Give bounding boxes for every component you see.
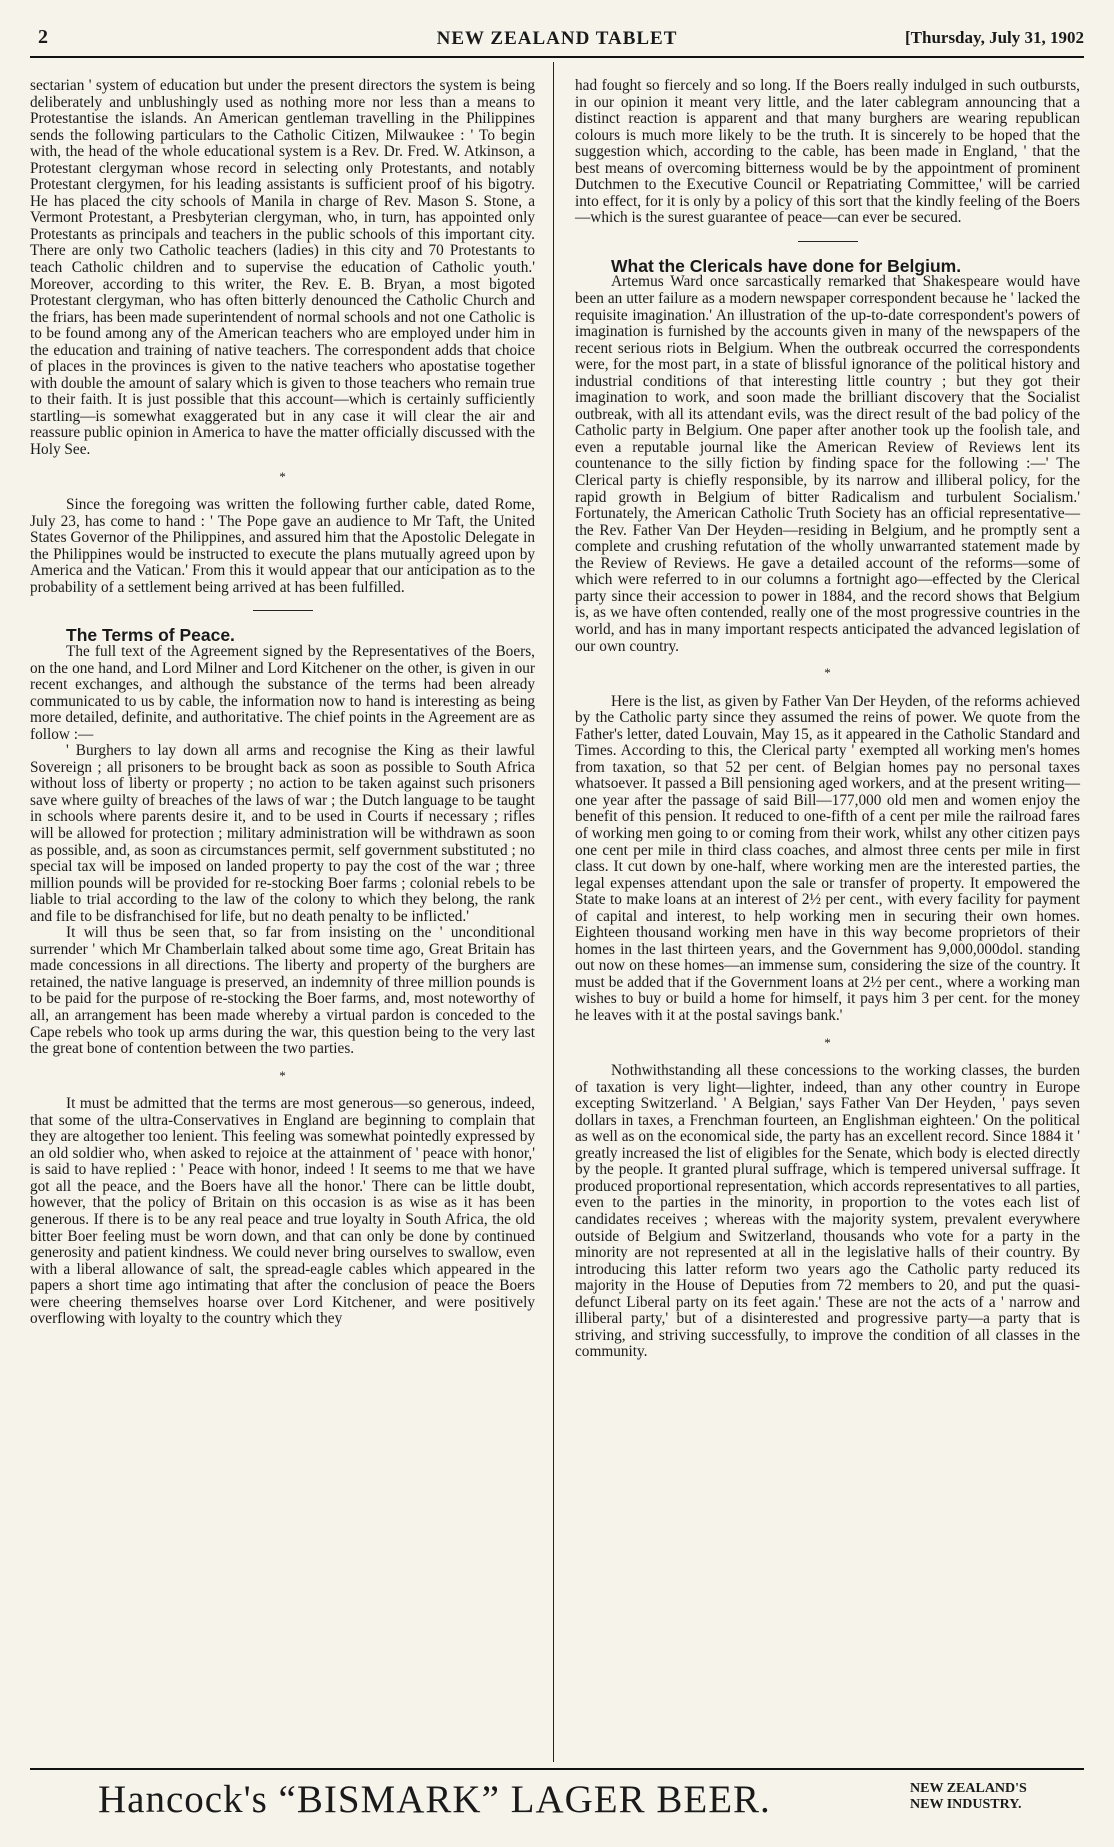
right-column	[575, 78, 1080, 1361]
article-heading: The Terms of Peace.	[66, 625, 235, 646]
article-paragraph: Since the foregoing was written the following further cable, dated Rome, July 23, has come to hand : ' The Pope gave an audience to Mr Taft, the United States Governor of the Philippines, and assured him that the Apostolic Delegate in the Philippines would be instructed to execute the plans mutually agreed upon by America and the Vatican.' From this it would appear that our anticipation as to the probability of a settlement being arrived at has been fulfilled.	[30, 496, 535, 596]
dateline: [Thursday, July 31, 1902	[904, 28, 1084, 47]
section-star: *	[824, 665, 831, 681]
article-paragraph: The full text of the Agreement signed by the Representatives of the Boers, on the one hand, and Lord Milner and Lord Kitchener on the other, is given in our recent exchanges, and although the substance of the terms had been already communicated to us by cable, the information now to hand is interesting as being more detailed, definite, and authoritative. The chief points in the Agreement are as follow :—	[30, 642, 535, 743]
section-star: *	[279, 468, 286, 484]
article-paragraph: Artemus Ward once sarcastically remarked that Shakespeare would have been an utter failure as a modern newspaper correspondent because he ' lacked the requisite imagination.' An illustration of the up-to-date correspondent's powers of imagination is furnished by the accounts given in many of the newspapers of the recent serious riots in Belgium. When the outbreak occurred the correspondents were, for the most part, in a state of blissful ignorance of the political history and industrial conditions of that interesting little country ; but they got their imagination to work, and soon made the brilliant discovery that the Socialist outbreak, with all its attendant evils, was the direct result of the bad policy of the Catholic party in Belgium. One paper after another took up the foolish tale, and even a reputable journal like the American Review of Reviews lent its countenance to the silly fiction by finding space for the following :—' The Clerical party is chiefly responsible, by its narrow and illiberal policy, for the rapid growth in Belgium of bitter Radicalism and turbulent Socialism.' Fortunately, the American Catholic Truth Society has an official representative—the Rev. Father Van Der Heyden—residing in Belgium, and he promptly sent a complete and crushing refutation of the wholly unwarranted statement made by the Review of Reviews. He gave a detailed account of the reforms—some of which were referred to in our columns a fortnight ago—effected by the Clerical party since their accession to power in 1884, and the record shows that Belgium is, as we have often contended, really one of the most progressive countries in the world, and has in many important respects anticipated the advanced legislation of our own country.	[575, 273, 1080, 655]
section-rule	[798, 241, 858, 242]
page-header	[30, 26, 1084, 58]
section-rule	[253, 610, 313, 611]
masthead: NEW ZEALAND TABLET	[436, 28, 678, 49]
left-column	[30, 78, 535, 1328]
page-number: 2	[38, 26, 48, 48]
advertisement-text: Hancock's “BISMARK” LAGER BEER.	[98, 1778, 771, 1821]
article-heading: What the Clericals have done for Belgium.	[611, 255, 962, 276]
article-paragraph: It will thus be seen that, so far from insisting on the ' unconditional surrender ' which Mr Chamberlain talked about some time ago, Great Britain has made concessions in all directions. The liberty and property of the burghers are retained, the native language is preserved, an indemnity of three million pounds is to be paid for the purpose of re-stocking the Boer farms, and, most noteworthy of all, an arrangement has been made whereby a virtual pardon is conceded to the Cape rebels who took up arms during the war, this question being to the very last the great bone of contention between the two parties.	[30, 924, 535, 1058]
column-divider	[553, 62, 554, 1762]
article-paragraph: Nothwithstanding all these concessions to the working classes, the burden of taxation is very light—lighter, indeed, than any other country in Europe excepting Switzerland. ' A Belgian,' says Father Van Der Heyden, ' pays seven dollars in taxes, a Frenchman fourteen, an Englishman eighteen.' On the political as well as on the economical side, the party has an excellent record. Since 1884 it ' greatly increased the list of eligibles for the Senate, which body is elected directly by the people. It granted plural suffrage, which is tempered universal suffrage. It produced proportional representation, which accords representatives to all parties, even to the parties in the minority, in proportion to the votes each list of candidates receives ; whereas with the majority system, prevalent everywhere outside of Belgium and Switzerland, thousands who vote for a party in the minority are not represented at all in the legislative halls of their country. By introducing this latter reform two years ago the Catholic party reduced its majority in the House of Deputies from 72 members to 20, and put the quasi-defunct Liberal party on its feet again.' These are not the acts of a ' narrow and illiberal party,' but of a disinterested and progressive party—a party that is striving, and striving successfully, to improve the condition of all classes in the community.	[575, 1062, 1080, 1361]
article-paragraph: Here is the list, as given by Father Van Der Heyden, of the reforms achieved by the Catholic party since they assumed the reins of power. We quote from the Father's letter, dated Louvain, May 15, as it appeared in the Catholic Standard and Times. According to this, the Clerical party ' exempted all working men's homes from taxation, so that 52 per cent. of Belgian homes pay no personal taxes whatsoever. It passed a Bill pensioning aged workers, and at the present writing—one year after the passage of said Bill—177,000 old men and women enjoy the benefit of this pension. It reduced to one-fifth of a cent per mile the railroad fares of working men going to or coming from their work, whilst any other citizen pays one cent per mile in third class coaches, and almost three cents per mile in first class. It cut down by one-half, where working men are the interested parties, the legal expenses attendant upon the sale or transfer of property. It empowered the State to make loans at an interest of 2½ per cent., with every facility for payment of capital and interest, to help working men in securing their own homes. Eighteen thousand working men have in this way become proprietors of their homes in the last thirteen years, and the Government has 9,000,000dol. standing out now on these homes—an immense sum, considering the size of the country. It must be added that if the Government loans at 2½ per cent., where a working man wishes to buy or build a home for himself, it pays him 3 per cent. for the money he leaves with it at the postal savings bank.'	[575, 692, 1080, 1024]
tagline-line: NEW ZEALAND'S	[910, 1781, 1027, 1796]
tagline-line: NEW INDUSTRY.	[910, 1797, 1022, 1812]
section-star: *	[824, 1034, 831, 1050]
article-paragraph: had fought so fiercely and so long. If the Boers really indulged in such outbursts, in our opinion it meant very little, and the later cablegram announcing that a distinct reaction is apparent and that many burghers are wearing republican colours is much more likely to be the truth. It is sincerely to be hoped that the suggestion which, according to the cable, has been made in England, ' that the best means of overcoming bitterness would be by the appointment of prominent Dutchmen to the Executive Council or Repatriating Committee,' will be carried into effect, for it is only by a policy of this sort that the kindly feeling of the Boers—which is the surest guarantee of peace—can ever be secured.	[575, 77, 1080, 227]
advertisement-footer	[30, 1777, 1084, 1827]
article-paragraph: sectarian ' system of education but under the present directors the system is being deliberately and unblushingly used as nothing more nor less than a means to Protestantise the islands. An American gentleman travelling in the Philippines sends the following particulars to the Catholic Citizen, Milwaukee : ' To begin with, the head of the whole educational system is a Rev. Dr. Fred. W. Atkinson, a Protestant clergyman whose record in selecting only Protestants, and notably Protestant clergymen, for his leading assistants is sufficient proof of his bigotry. He has placed the city schools of Manila in charge of Rev. Mason S. Stone, a Vermont Protestant, a Presbyterian clergyman, who, in turn, has appointed only Protestants as principals and teachers in the public schools of this important city. There are only two Catholic teachers (ladies) in this city and 70 Protestants to teach Catholic children and to supervise the education of Catholic youth.' Moreover, according to this writer, the Rev. E. B. Bryan, a most bigoted Protestant clergyman, who has often bitterly denounced the Catholic Church and the friars, has been made superintendent of normal schools and not one Catholic is to be found among any of the American teachers who are employed under him in the education and training of native teachers. The correspondent adds that choice of places in the provinces is given to the native teachers who apostatise together with double the amount of salary which is given to those teachers who remain true to their faith. It is just possible that this account—which is certainly sufficiently startling—is somewhat exaggerated but in any case it will clear the air and reassure public opinion in America to have the matter officially discussed with the Holy See.	[30, 77, 535, 459]
section-star: *	[279, 1067, 286, 1083]
article-paragraph: ' Burghers to lay down all arms and recognise the King as their lawful Sovereign ; all prisoners to be brought back as soon as possible to South Africa without loss of liberty or property ; no action to be taken against such prisoners save where guilty of breaches of the laws of war ; the Dutch language to be taught in schools where parents desire it, and to be used in Courts if necessary ; rifles will be allowed for protection ; military administration will be withdrawn as soon as possible, and, as soon as circumstances permit, self government substituted ; no special tax will be imposed on landed property to pay the cost of the war ; three million pounds will be provided for re-stocking Boer farms ; colonial rebels to be liable to trial according to the law of the colony to which they belong, the rank and file to be disfranchised for life, but no death penalty to be inflicted.'	[30, 742, 535, 925]
footer-rule	[30, 1768, 1084, 1770]
advertisement-tagline	[910, 1781, 1027, 1813]
article-paragraph: It must be admitted that the terms are most generous—so generous, indeed, that some of the ultra-Conservatives in England are beginning to complain that they are altogether too lenient. This feeling was somewhat pointedly expressed by an old soldier who, when asked to rejoice at the attainment of ' peace with honor,' is said to have replied : ' Peace with honor, indeed ! It seems to me that we have got all the peace, and the Boers have all the honor.' There can be little doubt, however, that the policy of Britain on this occasion is as wise as it has been generous. If there is to be any real peace and true loyalty in South Africa, the old bitter Boer feeling must be worn down, and that can only be done by continued generosity and patient kindness. We could never bring ourselves to swallow, even with a liberal allowance of salt, the spread-eagle cables which appeared in the papers a short time ago intimating that after the conclusion of peace the Boers were cheering themselves hoarse over Lord Kitchener, and were positively overflowing with loyalty to the country which they	[30, 1095, 535, 1328]
